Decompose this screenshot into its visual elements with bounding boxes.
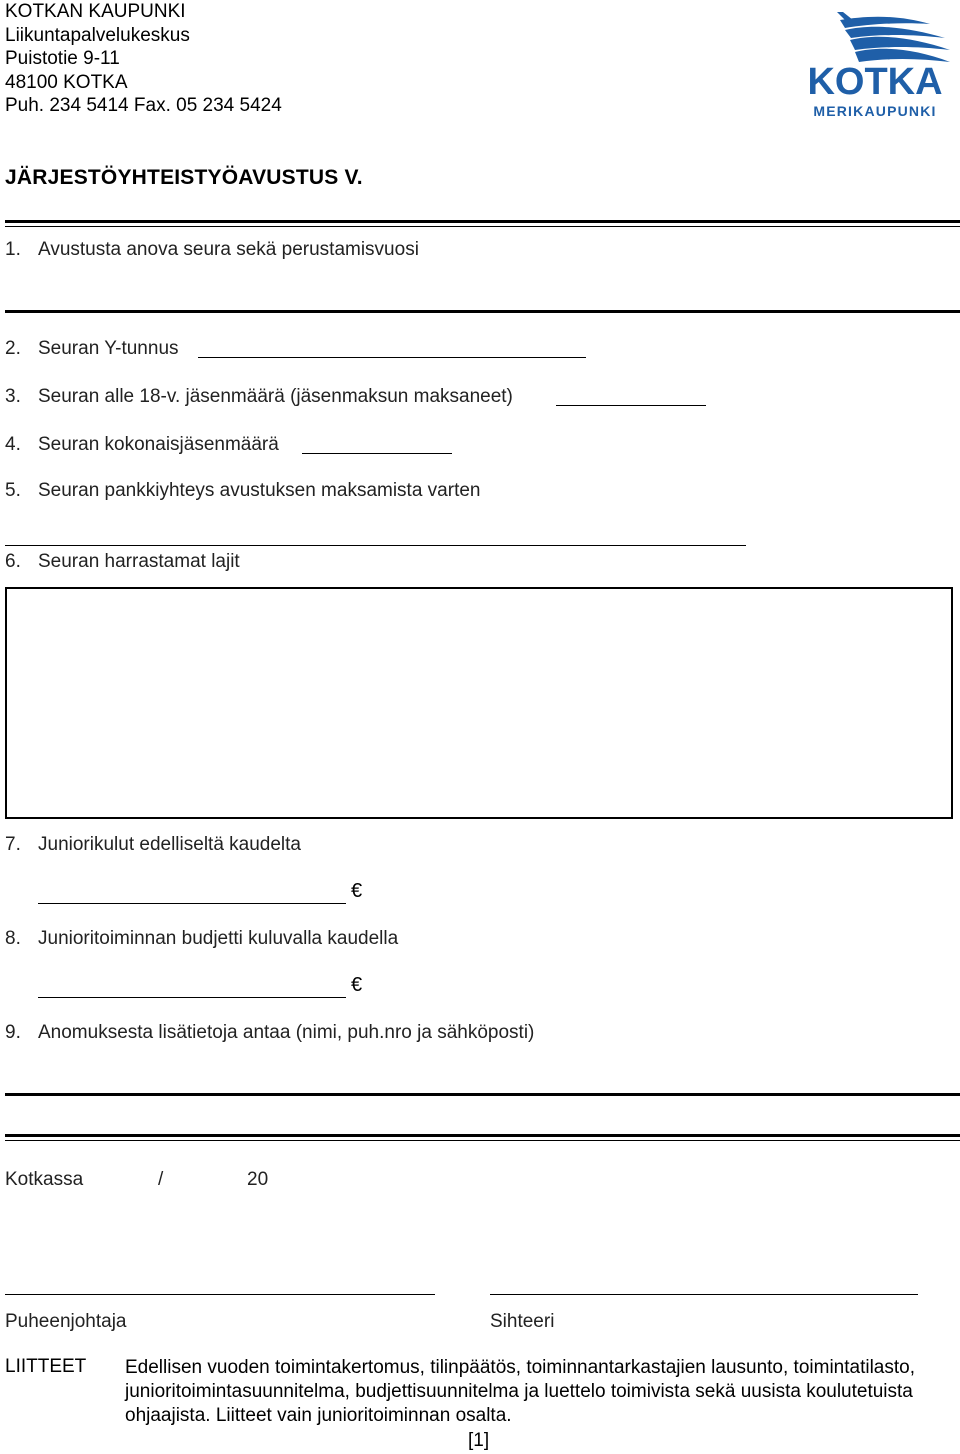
question-label: Seuran alle 18-v. jäsenmäärä (jäsenmaksun maksaneet): [38, 386, 513, 407]
question-label: Juniorikulut edelliseltä kaudelta: [38, 834, 301, 855]
chair-signature-line[interactable]: [5, 1293, 435, 1295]
place-label: Kotkassa: [5, 1169, 84, 1190]
junior-members-field[interactable]: [556, 404, 706, 406]
question-label: Seuran pankkiyhteys avustuksen maksamista varten: [38, 480, 481, 501]
question-2: [5, 338, 179, 360]
org-department: Liikuntapalvelukeskus: [5, 24, 190, 46]
question-number: 2.: [5, 338, 21, 359]
question-number: 4.: [5, 434, 21, 455]
question-6: [5, 551, 240, 573]
question-label: Junioritoiminnan budjetti kuluvalla kaudella: [38, 928, 399, 949]
question-8: [5, 928, 398, 950]
question-number: 1.: [5, 239, 21, 260]
question-label: Avustusta anova seura sekä perustamisvuosi: [38, 239, 419, 260]
date-separator: /: [158, 1169, 164, 1190]
question-label: Seuran harrastamat lajit: [38, 551, 240, 572]
junior-costs-field[interactable]: [38, 902, 346, 904]
question-number: 5.: [5, 480, 21, 501]
junior-budget-field[interactable]: [38, 996, 346, 998]
org-name: KOTKAN KAUPUNKI: [5, 1, 186, 22]
secretary-signature-line[interactable]: [490, 1293, 918, 1295]
sports-textarea[interactable]: [5, 587, 953, 819]
question-number: 7.: [5, 834, 21, 855]
question-7: [5, 834, 301, 856]
question-number: 3.: [5, 386, 21, 407]
euro-sign: €: [351, 880, 363, 902]
kotka-logo: [795, 10, 955, 122]
attachments-text: Edellisen vuoden toimintakertomus, tilinpäätös, toiminnantarkastajien lausunto, toimintatilasto, junioritoimintasuunnitelma, budjettisuunnitelma ja luettelo toimivista sekä uusista koulutetuista ohjaajista. Liitteet vain junioritoiminnan osalta.: [125, 1357, 915, 1426]
bank-account-field[interactable]: [5, 544, 746, 546]
question-label: Anomuksesta lisätietoja antaa (nimi, puh.nro ja sähköposti): [38, 1022, 535, 1043]
title-divider: [5, 220, 960, 227]
question-number: 9.: [5, 1022, 21, 1043]
org-street: Puistotie 9-11: [5, 48, 120, 69]
question-number: 8.: [5, 928, 21, 949]
org-postal: 48100 KOTKA: [5, 71, 128, 93]
euro-sign: €: [351, 974, 363, 996]
page-number: [1]: [468, 1430, 490, 1451]
form-title: JÄRJESTÖYHTEISTYÖAVUSTUS V.: [5, 166, 363, 189]
year-prefix: 20: [247, 1169, 269, 1190]
question-9: [5, 1022, 534, 1044]
sender-address: [5, 0, 282, 118]
secretary-label: Sihteeri: [490, 1311, 555, 1332]
kotka-waves-icon: [795, 10, 955, 122]
club-name-field[interactable]: [5, 310, 960, 313]
logo-subtitle: MERIKAUPUNKI: [813, 103, 937, 119]
question-3: [5, 386, 513, 408]
total-members-field[interactable]: [302, 452, 452, 454]
org-phone: Puh. 234 5414 Fax. 05 234 5424: [5, 95, 282, 116]
question-1: [5, 239, 419, 261]
business-id-field[interactable]: [198, 356, 586, 358]
chair-label: Puheenjohtaja: [5, 1311, 127, 1332]
contact-info-field[interactable]: [5, 1093, 960, 1096]
question-5: [5, 480, 481, 502]
question-label: Seuran Y-tunnus: [38, 338, 179, 359]
section-divider: [5, 1134, 960, 1141]
logo-wordmark: KOTKA: [807, 61, 943, 103]
question-4: [5, 434, 279, 456]
question-number: 6.: [5, 551, 21, 572]
attachments-label: LIITTEET: [5, 1356, 87, 1377]
question-label: Seuran kokonaisjäsenmäärä: [38, 434, 279, 455]
